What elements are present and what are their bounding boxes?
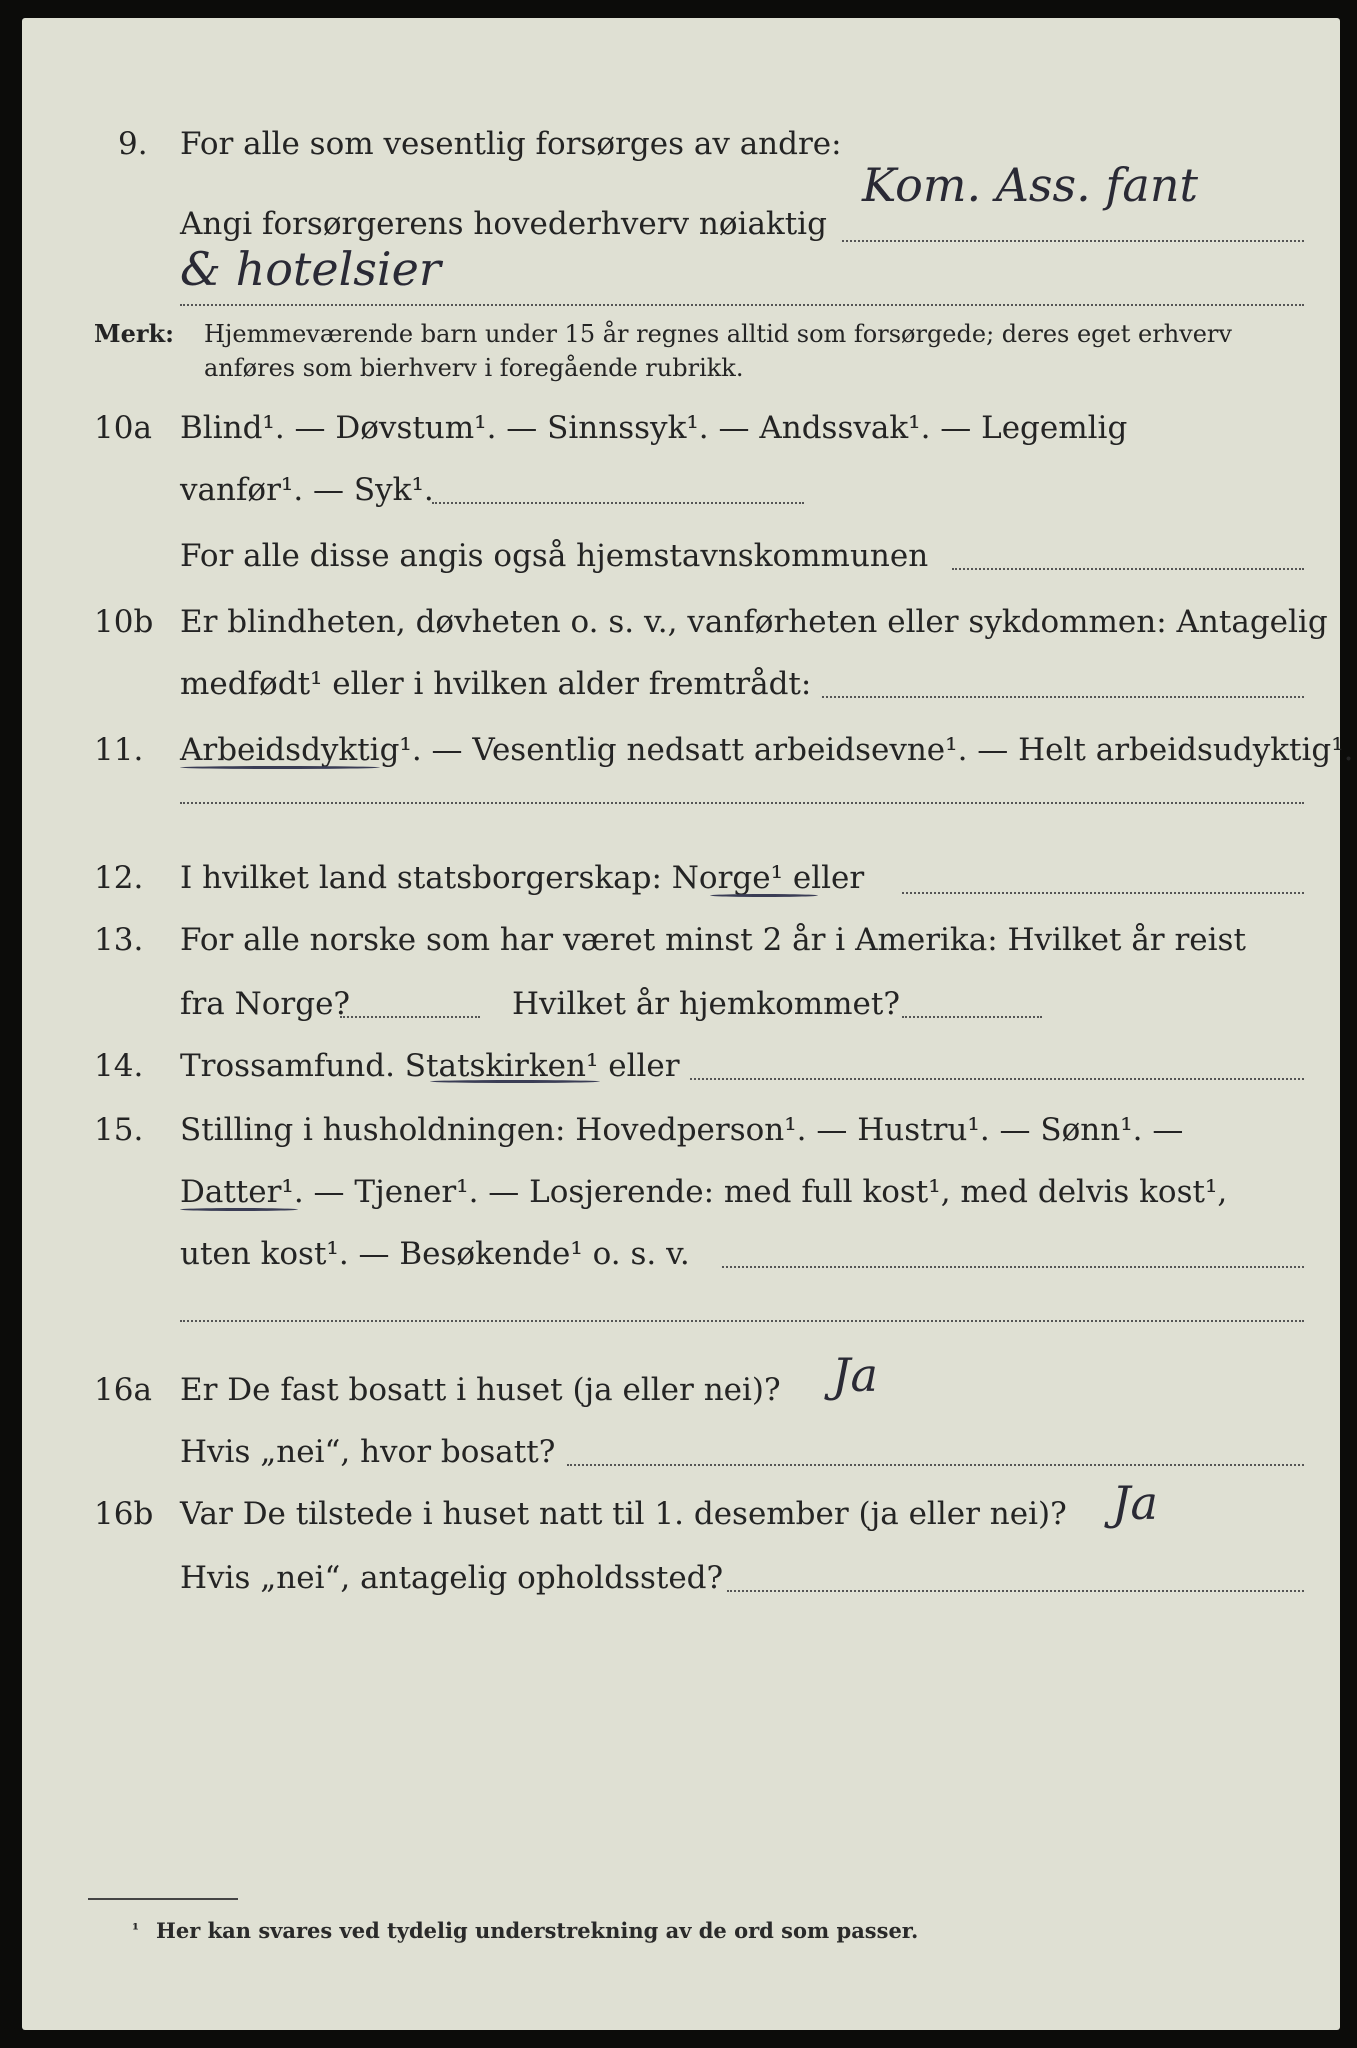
q10b-number: 10b	[94, 604, 154, 640]
q14-line1: Trossamfund. Statskirken¹ eller	[180, 1048, 680, 1084]
footnote-mark: ¹	[132, 1920, 140, 1939]
q12-handwritten-underline	[710, 894, 818, 897]
q16a-number: 16a	[94, 1372, 152, 1408]
footnote-rule	[88, 1898, 238, 1900]
q15-line3: uten kost¹. — Besøkende¹ o. s. v.	[180, 1236, 690, 1272]
q9-handwriting-hotel: & hotelsier	[180, 242, 441, 296]
q13-number: 13.	[94, 922, 144, 958]
q10a-answer-line[interactable]	[432, 502, 804, 504]
q10b-answer-line[interactable]	[822, 696, 1304, 698]
q15-extra-line[interactable]	[180, 1320, 1304, 1322]
q12-line1: I hvilket land statsborgerskap: Norge¹ eller	[180, 860, 865, 896]
q9-handwriting-occupation: Kom. Ass. fant	[862, 158, 1198, 212]
q16b-handwriting: Ja	[1112, 1476, 1158, 1530]
q16b-line2: Hvis „nei“, antagelig opholdssted?	[180, 1560, 724, 1596]
q10b-line2: medfødt¹ eller i hvilken alder fremtrådt:	[180, 666, 812, 702]
q15-number: 15.	[94, 1112, 144, 1148]
merk-line1: Hjemmeværende barn under 15 år regnes alltid som forsørgede; deres eget erhverv	[204, 320, 1232, 348]
q16a-handwriting: Ja	[832, 1348, 878, 1402]
q11-number: 11.	[94, 732, 144, 768]
merk-line2: anføres som bierhverv i foregående rubrikk.	[204, 354, 744, 382]
q15-handwritten-underline	[180, 1208, 298, 1211]
q12-number: 12.	[94, 860, 144, 896]
q16a-line1: Er De fast bosatt i huset (ja eller nei)?	[180, 1372, 781, 1408]
q16b-number: 16b	[94, 1496, 154, 1532]
census-form-page	[22, 18, 1354, 2030]
q12-answer-line[interactable]	[902, 892, 1304, 894]
q16b-line1: Var De tilstede i huset natt til 1. desember (ja eller nei)?	[180, 1496, 1067, 1532]
q9-line2: Angi forsørgerens hovederhverv nøiaktig	[180, 206, 827, 242]
q14-number: 14.	[94, 1048, 144, 1084]
q13-line2a: fra Norge?	[180, 986, 351, 1022]
q16a-answer-line[interactable]	[567, 1464, 1304, 1466]
q14-handwritten-underline	[430, 1080, 600, 1083]
q10b-line1: Er blindheten, døvheten o. s. v., vanførheten eller sykdommen: Antagelig	[180, 604, 1328, 640]
q10a-line3: For alle disse angis også hjemstavnskommunen	[180, 538, 929, 574]
q11-answer-line[interactable]	[180, 802, 1304, 804]
q13-hjemkommet-line[interactable]	[902, 1016, 1042, 1018]
q13-line1: For alle norske som har været minst 2 år i Amerika: Hvilket år reist	[180, 922, 1246, 958]
q15-line1: Stilling i husholdningen: Hovedperson¹. — Hustru¹. — Sønn¹. —	[180, 1112, 1184, 1148]
q14-answer-line[interactable]	[690, 1078, 1304, 1080]
merk-label: Merk:	[94, 319, 174, 348]
q13-reist-line[interactable]	[340, 1016, 480, 1018]
q9-answer-line-1[interactable]	[842, 240, 1304, 242]
q16a-line2: Hvis „nei“, hvor bosatt?	[180, 1434, 556, 1470]
q16b-answer-line[interactable]	[727, 1590, 1304, 1592]
q9-line1: For alle som vesentlig forsørges av andre:	[180, 126, 842, 162]
q11-line1: Arbeidsdyktig¹. — Vesentlig nedsatt arbeidsevne¹. — Helt arbeidsudyktig¹.	[180, 732, 1354, 768]
q10a-line2: vanfør¹. — Syk¹.	[180, 472, 434, 508]
q9-answer-line-2[interactable]	[180, 304, 1304, 306]
q11-handwritten-underline	[180, 766, 380, 769]
footnote-text: Her kan svares ved tydelig understrekning av de ord som passer.	[156, 1918, 919, 1943]
q10a-number: 10a	[94, 410, 152, 446]
q15-answer-line[interactable]	[722, 1266, 1304, 1268]
q15-line2: Datter¹. — Tjener¹. — Losjerende: med full kost¹, med delvis kost¹,	[180, 1174, 1228, 1210]
q10a-hjemstavn-line[interactable]	[952, 568, 1304, 570]
q9-number: 9.	[118, 126, 148, 162]
q10a-line1: Blind¹. — Døvstum¹. — Sinnssyk¹. — Andssvak¹. — Legemlig	[180, 410, 1128, 446]
q13-line2b: Hvilket år hjemkommet?	[512, 986, 900, 1022]
